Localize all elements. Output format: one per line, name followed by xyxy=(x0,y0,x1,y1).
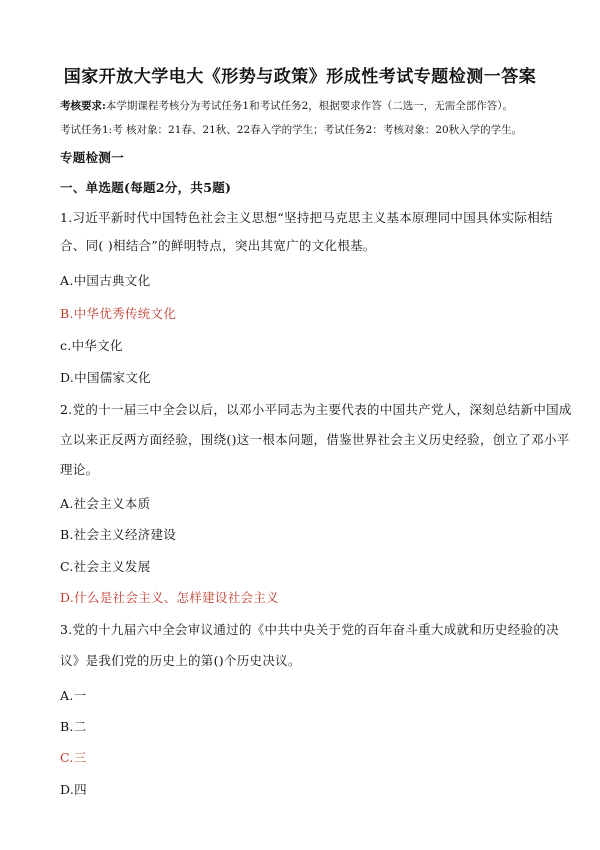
question-3-option-a: A.一 xyxy=(60,688,87,703)
question-2-option-b: B.社会主义经济建设 xyxy=(60,527,177,542)
question-2-line-3: 理论。 xyxy=(60,462,99,477)
question-1-option-c: c.中华文化 xyxy=(60,338,123,353)
question-3-line-1: 3.党的十九届六中全会审议通过的《中共中央关于党的百年奋斗重大成就和历史经验的决 xyxy=(60,622,559,637)
page-title: 国家开放大学电大《形势与政策》形成性考试专题检测一答案 xyxy=(63,67,537,87)
question-1-option-d: D.中国儒家文化 xyxy=(60,370,151,385)
question-3-option-b: B.二 xyxy=(60,719,87,734)
question-3-option-d: D.四 xyxy=(60,782,87,797)
requirements-line-1 xyxy=(60,98,513,113)
question-1-option-b-answer: B.中华优秀传统文化 xyxy=(60,306,177,321)
question-2-option-d-answer: D.什么是社会主义、怎样建设社会主义 xyxy=(60,590,279,605)
question-2-line-2: 立以来正反两方面经验，围绕()这一根本问题，借鉴世界社会主义历史经验，创立了邓小平 xyxy=(60,432,570,447)
question-3-line-2: 议》是我们党的历史上的第()个历史决议。 xyxy=(60,653,301,668)
question-2-option-c: C.社会主义发展 xyxy=(60,559,151,574)
question-1-line-1: 1.习近平新时代中国特色社会主义思想“坚持把马克思主义基本原理同中国具体实际相结 xyxy=(60,210,553,225)
section-heading: 专题检测一 xyxy=(60,150,125,165)
question-2-line-1: 2.党的十一届三中全会以后，以邓小平同志为主要代表的中国共产党人，深刻总结新中国成 xyxy=(60,402,572,417)
requirements-label: 考核要求: xyxy=(60,100,106,112)
part-heading: 一、单选题(每题2分，共5题) xyxy=(60,180,232,195)
requirements-text-1: 本学期课程考核分为考试任务1和考试任务2，根据要求作答（二选一，无需全部作答）。 xyxy=(105,100,513,112)
requirements-line-2: 考试任务1:考 核对象：21春、21秋、22春入学的学生；考试任务2：考核对象：20秋入学的学生。 xyxy=(60,124,523,136)
question-1-line-2: 合、同( )相结合”的鲜明特点，突出其宽广的文化根基。 xyxy=(60,238,376,253)
question-1-option-a: A.中国古典文化 xyxy=(60,273,151,288)
question-3-option-c-answer: C.三 xyxy=(60,750,87,765)
question-2-option-a: A.社会主义本质 xyxy=(60,496,151,511)
